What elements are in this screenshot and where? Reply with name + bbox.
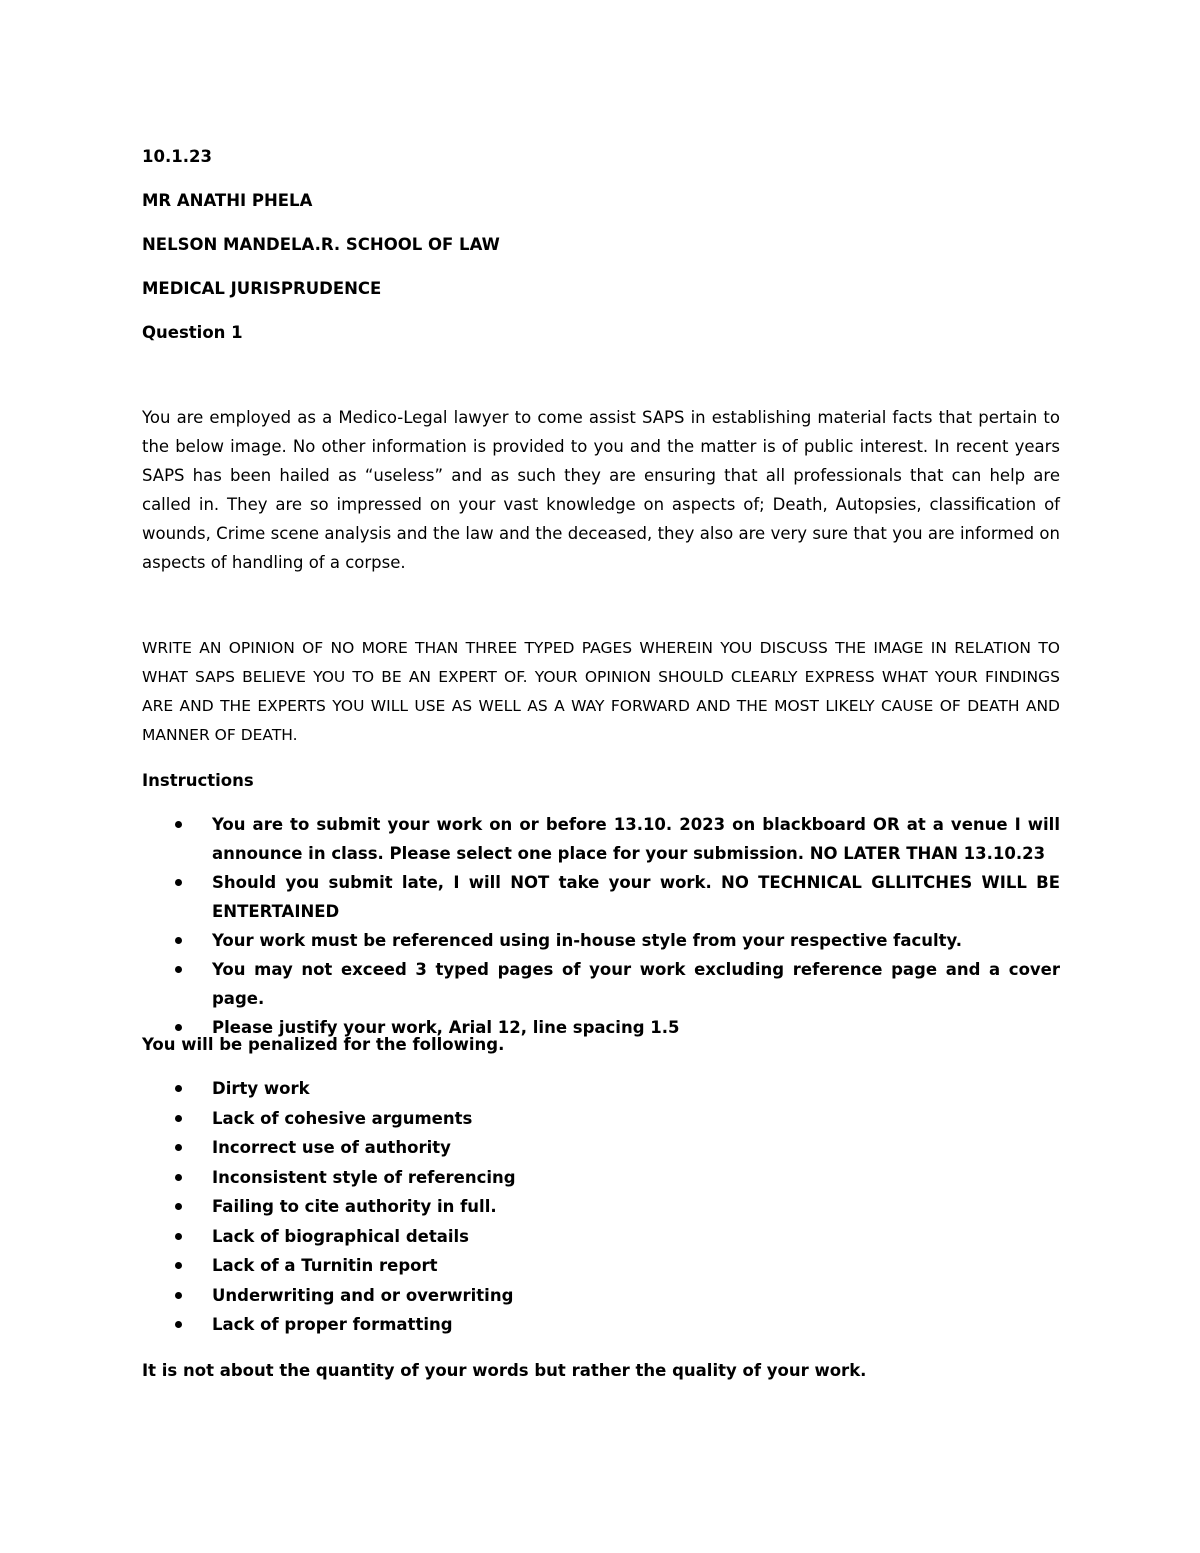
list-item: Lack of a Turnitin report [142,1251,1060,1281]
list-item: Lack of biographical details [142,1222,1060,1252]
closing-statement: It is not about the quantity of your words but rather the quality of your work. [142,1361,867,1380]
list-item: Incorrect use of authority [142,1133,1060,1163]
bullet-icon [175,1024,182,1031]
bullet-icon [175,966,182,973]
bullet-icon [175,1292,182,1299]
task-paragraph: WRITE AN OPINION OF NO MORE THAN THREE TYPED PAGES WHEREIN YOU DISCUSS THE IMAGE IN RELATION TO WHAT SAPS BELIEVE YOU TO BE AN EXPERT OF. YOUR OPINION SHOULD CLEARLY EXPRESS WHAT YOUR FINDINGS ARE AND THE EXPERTS YOU WILL USE AS WELL AS A WAY FORWARD AND THE MOST LIKELY CAUSE OF DEATH AND MANNER OF DEATH. [142,639,1060,744]
bullet-icon [175,1115,182,1122]
penalties-list [142,1074,1060,1340]
question-heading: Question 1 [142,323,243,342]
bullet-icon [175,1233,182,1240]
list-item: You are to submit your work on or before 13.10. 2023 on blackboard OR at a venue I will announce in class. Please select one place for your submission. NO LATER THAN 13.10.23 [142,810,1060,868]
list-item: Your work must be referenced using in-house style from your respective faculty. [142,926,1060,955]
bullet-icon [175,821,182,828]
list-item: Please justify your work, Arial 12, line spacing 1.5 [142,1013,1060,1042]
school-name: NELSON MANDELA.R. SCHOOL OF LAW [142,235,500,254]
bullet-icon [175,1321,182,1328]
scenario-paragraph: You are employed as a Medico-Legal lawyer to come assist SAPS in establishing material facts that pertain to the below image. No other information is provided to you and the matter is of public interest. In recent years SAPS has been hailed as “useless” and as such they are ensuring that all professionals that can help are called in. They are so impressed on your vast knowledge on aspects of; Death, Autopsies, classification of wounds, Crime scene analysis and the law and the deceased, they also are very sure that you are informed on aspects of handling of a corpse. [142,408,1060,572]
list-item: Lack of proper formatting [142,1310,1060,1340]
list-item: Should you submit late, I will NOT take your work. NO TECHNICAL GLLITCHES WILL BE ENTERTAINED [142,868,1060,926]
penalties-heading: You will be penalized for the following. [142,1035,505,1054]
bullet-icon [175,879,182,886]
list-item: Dirty work [142,1074,1060,1104]
list-item: Failing to cite authority in full. [142,1192,1060,1222]
date-line: 10.1.23 [142,147,212,166]
bullet-icon [175,1144,182,1151]
list-item: Underwriting and or overwriting [142,1281,1060,1311]
bullet-icon [175,1085,182,1092]
instructions-list [142,810,1060,1042]
lecturer-name: MR ANATHI PHELA [142,191,313,210]
course-title: MEDICAL JURISPRUDENCE [142,279,382,298]
bullet-icon [175,937,182,944]
bullet-icon [175,1203,182,1210]
document-page [142,0,1060,1553]
bullet-icon [175,1262,182,1269]
list-item: Lack of cohesive arguments [142,1104,1060,1134]
list-item: You may not exceed 3 typed pages of your work excluding reference page and a cover page. [142,955,1060,1013]
instructions-heading: Instructions [142,771,254,790]
list-item: Inconsistent style of referencing [142,1163,1060,1193]
bullet-icon [175,1174,182,1181]
